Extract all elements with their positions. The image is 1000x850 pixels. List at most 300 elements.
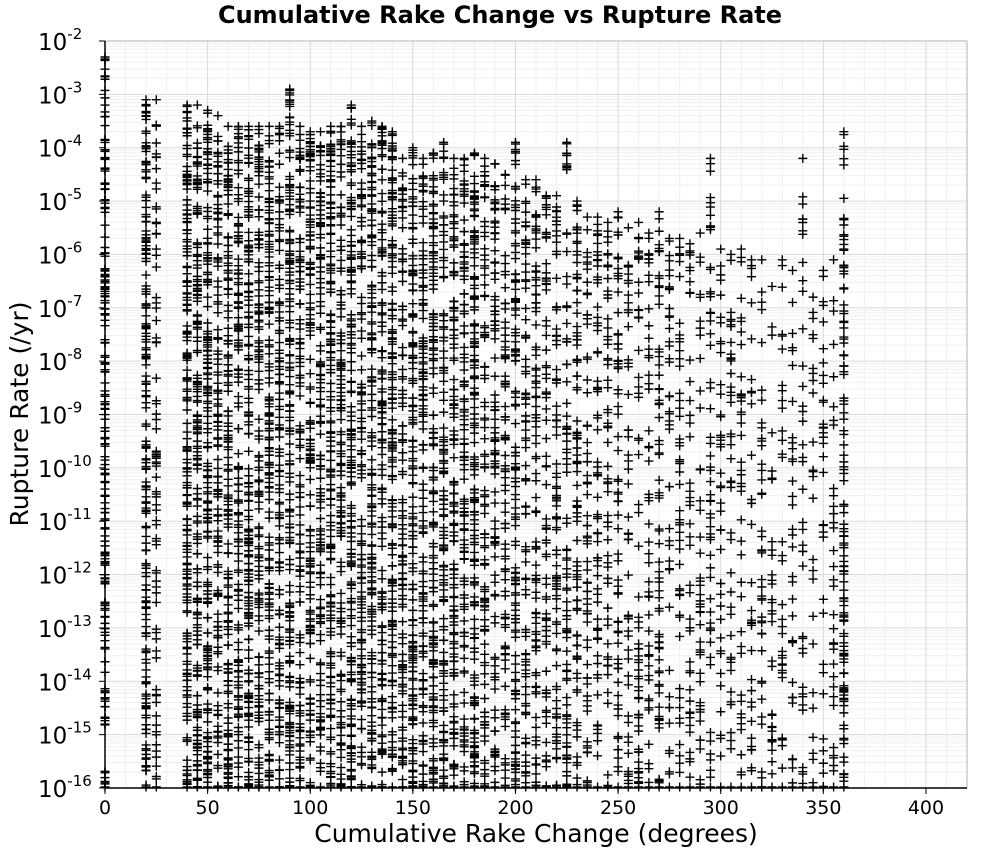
plus-marker — [316, 302, 325, 311]
plus-marker — [337, 127, 346, 136]
plus-marker — [326, 310, 335, 319]
plus-marker — [234, 557, 243, 566]
plus-marker — [193, 691, 202, 700]
plus-marker — [398, 213, 407, 222]
plus-marker — [306, 578, 315, 587]
plus-marker — [275, 774, 284, 783]
plus-marker — [193, 640, 202, 649]
plus-marker — [285, 477, 294, 486]
plus-marker — [367, 293, 376, 302]
plus-marker — [419, 718, 428, 727]
plus-marker — [326, 183, 335, 192]
plus-marker — [183, 530, 192, 539]
plus-marker — [367, 781, 376, 790]
plus-marker — [408, 766, 417, 775]
plus-marker — [295, 597, 304, 606]
plus-marker — [439, 396, 448, 405]
plus-marker — [337, 712, 346, 721]
plus-marker — [316, 759, 325, 768]
plus-marker — [388, 443, 397, 452]
plus-marker — [408, 595, 417, 604]
plus-marker — [152, 138, 161, 147]
plus-marker — [337, 519, 346, 528]
plus-marker — [419, 669, 428, 678]
plus-marker — [142, 129, 151, 138]
plus-marker — [408, 559, 417, 568]
plus-marker — [213, 782, 222, 791]
plus-marker — [254, 616, 263, 625]
plus-marker — [367, 722, 376, 731]
plus-marker — [152, 721, 161, 730]
plus-marker — [213, 240, 222, 249]
plus-marker — [367, 753, 376, 762]
plus-marker — [254, 367, 263, 376]
plus-marker — [306, 590, 315, 599]
plus-marker — [326, 592, 335, 601]
plus-marker — [439, 272, 448, 281]
plus-marker — [367, 668, 376, 677]
plus-marker — [285, 113, 294, 122]
plus-marker — [398, 617, 407, 626]
plus-marker — [378, 220, 387, 229]
plus-marker — [183, 282, 192, 291]
plus-marker — [244, 394, 253, 403]
plus-marker — [203, 363, 212, 372]
plus-marker — [265, 349, 274, 358]
plus-marker — [408, 299, 417, 308]
plus-marker — [265, 667, 274, 676]
plus-marker — [306, 639, 315, 648]
plus-marker — [265, 689, 274, 698]
plus-marker — [213, 633, 222, 642]
plus-marker — [224, 687, 233, 696]
plus-marker — [429, 640, 438, 649]
plus-marker — [183, 756, 192, 765]
plus-marker — [419, 577, 428, 586]
plus-marker — [265, 756, 274, 765]
plus-marker — [254, 542, 263, 551]
plus-marker — [367, 390, 376, 399]
plus-marker — [142, 203, 151, 212]
plus-marker — [357, 164, 366, 173]
plus-marker — [326, 704, 335, 713]
plus-marker — [337, 741, 346, 750]
plus-marker — [244, 332, 253, 341]
plus-marker — [285, 555, 294, 564]
plus-marker — [449, 565, 458, 574]
plus-marker — [357, 645, 366, 654]
plus-marker — [275, 338, 284, 347]
plus-marker — [367, 511, 376, 520]
plus-marker — [408, 744, 417, 753]
plus-marker — [203, 685, 212, 694]
plus-marker — [470, 151, 479, 160]
plus-marker — [337, 172, 346, 181]
plus-marker — [224, 618, 233, 627]
plus-marker — [244, 546, 253, 555]
plus-marker — [234, 596, 243, 605]
plus-marker — [213, 111, 222, 120]
plus-marker — [234, 759, 243, 768]
plus-marker — [306, 617, 315, 626]
plus-marker — [295, 530, 304, 539]
plus-marker — [367, 471, 376, 480]
plus-marker — [254, 653, 263, 662]
plus-marker — [378, 175, 387, 184]
plus-marker — [419, 464, 428, 473]
plus-marker — [265, 320, 274, 329]
plus-marker — [347, 387, 356, 396]
plus-marker — [326, 713, 335, 722]
plus-marker — [439, 377, 448, 386]
plus-marker — [142, 720, 151, 729]
plus-marker — [265, 186, 274, 195]
plus-marker — [193, 502, 202, 511]
plus-marker — [203, 534, 212, 543]
plus-marker — [449, 453, 458, 462]
plus-marker — [254, 192, 263, 201]
plus-marker — [408, 684, 417, 693]
plus-marker — [439, 580, 448, 589]
plus-marker — [213, 440, 222, 449]
plus-marker — [408, 211, 417, 220]
plus-marker — [275, 129, 284, 138]
plus-marker — [419, 494, 428, 503]
plus-marker — [429, 497, 438, 506]
plus-marker — [142, 271, 151, 280]
plus-marker — [254, 336, 263, 345]
plus-marker — [254, 426, 263, 435]
plus-marker — [295, 122, 304, 131]
plus-marker — [460, 667, 469, 676]
plus-marker — [326, 446, 335, 455]
plus-marker — [213, 455, 222, 464]
plus-marker — [152, 473, 161, 482]
plus-marker — [388, 561, 397, 570]
plus-marker — [357, 715, 366, 724]
plus-marker — [429, 681, 438, 690]
plus-marker — [306, 737, 315, 746]
plus-marker — [326, 260, 335, 269]
plus-marker — [326, 190, 335, 199]
plus-marker — [306, 608, 315, 617]
plus-marker — [306, 398, 315, 407]
plus-marker — [388, 550, 397, 559]
plus-marker — [337, 763, 346, 772]
plus-marker — [429, 176, 438, 185]
plus-marker — [295, 510, 304, 519]
plus-marker — [326, 724, 335, 733]
plus-marker — [152, 566, 161, 575]
plus-marker — [183, 515, 192, 524]
plus-marker — [254, 285, 263, 294]
plus-marker — [213, 750, 222, 759]
plus-marker — [460, 715, 469, 724]
plus-marker — [326, 128, 335, 137]
plus-marker — [388, 287, 397, 296]
plus-marker — [285, 450, 294, 459]
plus-marker — [234, 480, 243, 489]
plus-marker — [367, 317, 376, 326]
plus-marker — [470, 644, 479, 653]
chart-title: Cumulative Rake Change vs Rupture Rate — [217, 1, 783, 29]
plus-marker — [357, 563, 366, 572]
plus-marker — [152, 506, 161, 515]
plus-marker — [326, 465, 335, 474]
plus-marker — [316, 660, 325, 669]
plus-marker — [378, 450, 387, 459]
plus-marker — [326, 239, 335, 248]
plus-marker — [224, 641, 233, 650]
plus-marker — [429, 188, 438, 197]
plus-marker — [244, 447, 253, 456]
plus-marker — [152, 229, 161, 238]
plus-marker — [429, 364, 438, 373]
plus-marker — [357, 473, 366, 482]
plus-marker — [142, 464, 151, 473]
plus-marker — [254, 180, 263, 189]
plus-marker — [142, 539, 151, 548]
plus-marker — [429, 433, 438, 442]
plus-marker — [203, 187, 212, 196]
plus-marker — [295, 167, 304, 176]
plus-marker — [285, 656, 294, 665]
plus-marker — [306, 490, 315, 499]
plus-marker — [244, 677, 253, 686]
plus-marker — [203, 225, 212, 234]
plus-marker — [378, 574, 387, 583]
plus-marker — [347, 378, 356, 387]
plus-marker — [347, 416, 356, 425]
plus-marker — [203, 672, 212, 681]
plus-marker — [449, 637, 458, 646]
plus-marker — [316, 160, 325, 169]
plus-marker — [449, 325, 458, 334]
plus-marker — [429, 389, 438, 398]
plus-marker — [234, 147, 243, 156]
plus-marker — [152, 740, 161, 749]
plus-marker — [460, 290, 469, 299]
plus-marker — [234, 672, 243, 681]
plus-marker — [398, 506, 407, 515]
plus-marker — [367, 540, 376, 549]
plus-marker — [265, 122, 274, 131]
plus-marker — [398, 650, 407, 659]
plus-marker — [306, 675, 315, 684]
plus-marker — [408, 442, 417, 451]
plus-marker — [224, 433, 233, 442]
plus-marker — [337, 491, 346, 500]
plus-marker — [183, 608, 192, 617]
plus-marker — [316, 612, 325, 621]
plus-marker — [439, 220, 448, 229]
plus-marker — [470, 714, 479, 723]
plus-marker — [470, 592, 479, 601]
plus-marker — [347, 348, 356, 357]
plus-marker — [449, 190, 458, 199]
plus-marker — [439, 450, 448, 459]
plus-marker — [234, 449, 243, 458]
plus-marker — [429, 602, 438, 611]
plus-marker — [203, 728, 212, 737]
plus-marker — [470, 438, 479, 447]
plus-marker — [408, 280, 417, 289]
plus-marker — [224, 592, 233, 601]
plus-marker — [316, 743, 325, 752]
plus-marker — [142, 622, 151, 631]
plus-marker — [285, 490, 294, 499]
plus-marker — [193, 159, 202, 168]
plus-marker — [378, 189, 387, 198]
plus-marker — [429, 507, 438, 516]
plus-marker — [213, 560, 222, 569]
plus-marker — [234, 566, 243, 575]
plus-marker — [326, 203, 335, 212]
plus-marker — [378, 670, 387, 679]
plus-marker — [470, 172, 479, 181]
plus-marker — [244, 654, 253, 663]
plus-marker — [213, 282, 222, 291]
plus-marker — [337, 190, 346, 199]
plus-marker — [316, 395, 325, 404]
plus-marker — [295, 443, 304, 452]
plus-marker — [213, 538, 222, 547]
plus-marker — [265, 716, 274, 725]
plus-marker — [460, 161, 469, 170]
plus-marker — [449, 690, 458, 699]
plus-marker — [213, 297, 222, 306]
plus-marker — [234, 782, 243, 791]
plus-marker — [326, 318, 335, 327]
plus-marker — [378, 207, 387, 216]
plus-marker — [285, 678, 294, 687]
plus-marker — [316, 188, 325, 197]
plus-marker — [429, 285, 438, 294]
plus-marker — [142, 403, 151, 412]
plus-marker — [326, 379, 335, 388]
plus-marker — [439, 424, 448, 433]
plus-marker — [460, 654, 469, 663]
plus-marker — [244, 340, 253, 349]
plus-marker — [449, 170, 458, 179]
plus-marker — [388, 737, 397, 746]
plus-marker — [326, 278, 335, 287]
plus-marker — [275, 765, 284, 774]
plus-marker — [419, 238, 428, 247]
plus-marker — [193, 549, 202, 558]
plus-marker — [398, 154, 407, 163]
plus-marker — [183, 200, 192, 209]
plus-marker — [213, 325, 222, 334]
plus-marker — [439, 325, 448, 334]
plus-marker — [347, 357, 356, 366]
plus-marker — [378, 471, 387, 480]
plus-marker — [203, 613, 212, 622]
plus-marker — [439, 774, 448, 783]
plus-marker — [408, 493, 417, 502]
plus-marker — [213, 222, 222, 231]
plus-marker — [357, 293, 366, 302]
plus-marker — [419, 747, 428, 756]
plus-marker — [275, 756, 284, 765]
plus-marker — [398, 343, 407, 352]
plus-marker — [224, 669, 233, 678]
plus-marker — [193, 101, 202, 110]
plus-marker — [193, 666, 202, 675]
plus-marker — [439, 408, 448, 417]
plus-marker — [224, 713, 233, 722]
plus-marker — [224, 165, 233, 174]
plus-marker — [244, 280, 253, 289]
plus-marker — [193, 512, 202, 521]
plus-marker — [224, 539, 233, 548]
plus-marker — [378, 165, 387, 174]
plus-marker — [419, 160, 428, 169]
plus-marker — [470, 561, 479, 570]
plus-marker — [316, 346, 325, 355]
plus-marker — [429, 618, 438, 627]
plus-marker — [449, 606, 458, 615]
plus-marker — [439, 614, 448, 623]
plus-marker — [408, 479, 417, 488]
plus-marker — [398, 277, 407, 286]
plus-marker — [408, 394, 417, 403]
plus-marker — [203, 747, 212, 756]
plus-marker — [285, 350, 294, 359]
plus-marker — [449, 219, 458, 228]
plus-marker — [234, 772, 243, 781]
plus-marker — [316, 568, 325, 577]
plus-marker — [203, 443, 212, 452]
plus-marker — [316, 127, 325, 136]
plus-marker — [306, 700, 315, 709]
plus-marker — [408, 543, 417, 552]
plus-marker — [234, 510, 243, 519]
plus-marker — [429, 354, 438, 363]
plus-marker — [460, 227, 469, 236]
plus-marker — [265, 172, 274, 181]
plus-marker — [419, 445, 428, 454]
plus-marker — [152, 374, 161, 383]
plus-marker — [193, 578, 202, 587]
plus-marker — [367, 492, 376, 501]
plus-marker — [408, 235, 417, 244]
plus-marker — [152, 582, 161, 591]
plus-marker — [470, 226, 479, 235]
plus-marker — [429, 231, 438, 240]
plus-marker — [378, 713, 387, 722]
plus-marker — [326, 485, 335, 494]
plus-marker — [142, 392, 151, 401]
plus-marker — [408, 777, 417, 786]
plus-marker — [388, 506, 397, 515]
plus-marker — [306, 271, 315, 280]
plus-marker — [193, 750, 202, 759]
plus-marker — [419, 502, 428, 511]
plus-marker — [213, 191, 222, 200]
plus-marker — [183, 428, 192, 437]
plus-marker — [142, 173, 151, 182]
plus-marker — [306, 654, 315, 663]
plus-marker — [152, 245, 161, 254]
plus-marker — [367, 584, 376, 593]
plus-marker — [480, 640, 489, 649]
plus-marker — [439, 197, 448, 206]
plus-marker — [295, 587, 304, 596]
plus-marker — [357, 213, 366, 222]
plus-marker — [142, 420, 151, 429]
plus-marker — [203, 553, 212, 562]
